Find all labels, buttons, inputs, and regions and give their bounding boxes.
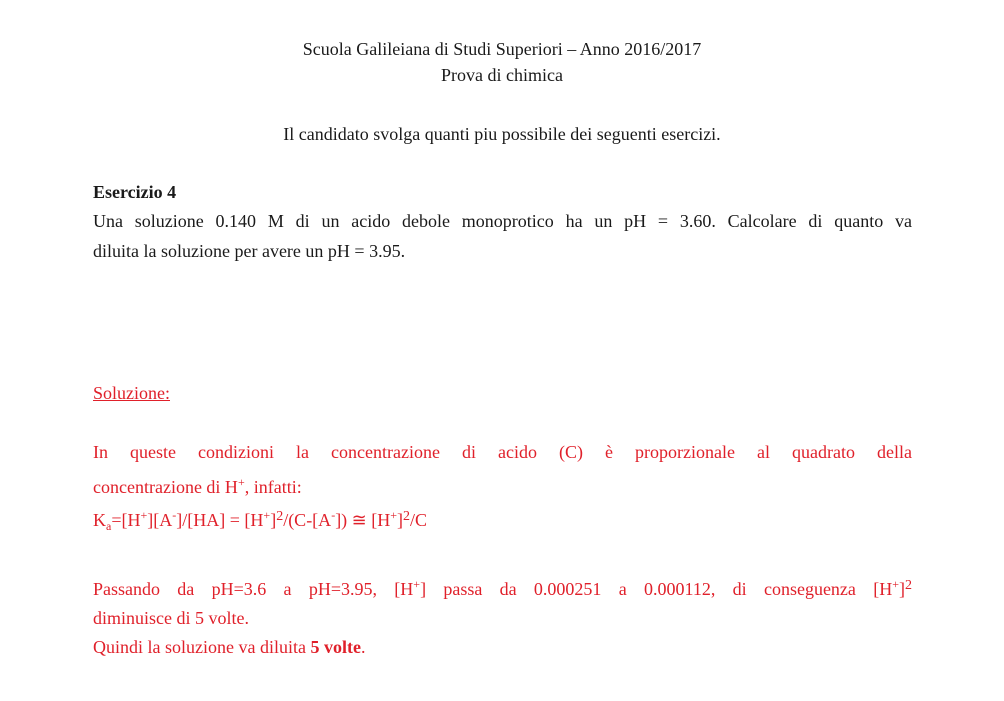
solution-heading: Soluzione:: [93, 383, 170, 403]
solution-paragraph-1-line-2: concentrazione di H+, infatti:: [93, 475, 302, 497]
exercise-title: Esercizio 4: [93, 182, 177, 202]
solution-conclusion: Quindi la soluzione va diluita 5 volte.: [93, 637, 366, 657]
equilibrium-formula: $K_a=[H^+][A^-]/[HA] = [H^+]^2/(C-[A^-])$ ≅ $[H^+]^2/C$: [93, 508, 428, 533]
header-school: Scuola Galileiana di Studi Superiori – Anno 2016/2017: [302, 39, 702, 59]
solution-paragraph-2-line-2: diminuisce di 5 volte.: [93, 608, 249, 628]
header-subject: Prova di chimica: [441, 65, 563, 85]
solution-paragraph-1-line-1: In queste condizioni la concentrazione di acido (C) è proporzionale al quadrato della: [93, 442, 912, 462]
exercise-text-line-2: diluita la soluzione per avere un pH = 3.95.: [93, 241, 406, 261]
solution-paragraph-2-line-1: Passando da pH=3.6 a pH=3.95, [H+] passa da 0.000251 a 0.000112, di conseguenza $[H^+]^2$: [93, 577, 912, 599]
instructions: Il candidato svolga quanti piu possibile dei seguenti esercizi.: [283, 124, 721, 144]
exercise-text-line-1: Una soluzione 0.140 M di un acido debole monoprotico ha un pH = 3.60. Calcolare di quanto va: [93, 211, 912, 231]
